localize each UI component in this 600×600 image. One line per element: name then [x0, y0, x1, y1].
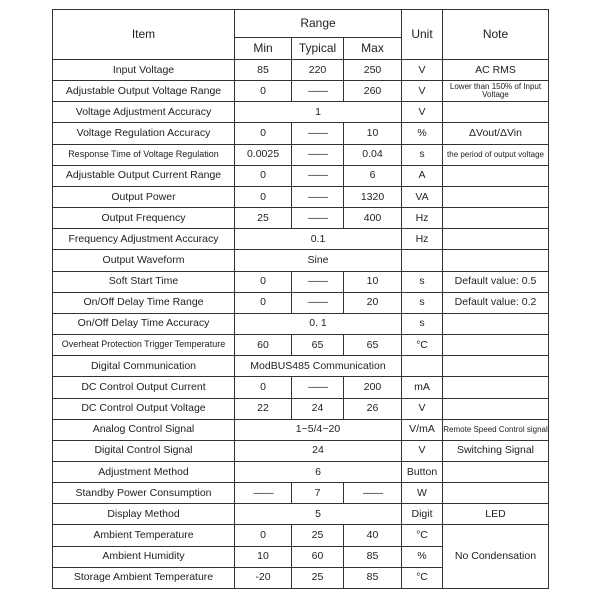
cell-min: 0 [235, 123, 292, 144]
table-row [53, 377, 549, 398]
cell-max: 26 [344, 398, 402, 419]
cell-unit: °C [402, 525, 443, 546]
cell-unit: s [402, 271, 443, 292]
cell-unit: Digit [402, 504, 443, 525]
cell-range-merged: 1~5/4~20 [235, 419, 402, 440]
cell-typical: 60 [292, 546, 344, 567]
cell-note [443, 208, 549, 229]
cell-typical: 25 [292, 525, 344, 546]
cell-unit: Hz [402, 229, 443, 250]
cell-max: 10 [344, 271, 402, 292]
cell-min: 0 [235, 186, 292, 207]
cell-range-merged: ModBUS485 Communication [235, 356, 402, 377]
cell-typical: —— [292, 81, 344, 102]
cell-min: 0 [235, 292, 292, 313]
cell-typical: 65 [292, 335, 344, 356]
cell-unit: mA [402, 377, 443, 398]
cell-item: Output Frequency [53, 208, 235, 229]
cell-unit: % [402, 546, 443, 567]
table-row [53, 208, 549, 229]
cell-typical: 220 [292, 60, 344, 81]
table-row [53, 313, 549, 334]
header-range: Range [235, 10, 402, 38]
cell-unit: s [402, 144, 443, 165]
cell-note: AC RMS [443, 60, 549, 81]
table-row [53, 461, 549, 482]
table-row [53, 271, 549, 292]
cell-item: Adjustment Method [53, 461, 235, 482]
cell-range-merged: 6 [235, 461, 402, 482]
cell-note [443, 313, 549, 334]
cell-note: the period of output voltage [443, 144, 549, 165]
table-row [53, 81, 549, 102]
table-row [53, 292, 549, 313]
cell-note: Remote Speed Control signal [443, 419, 549, 440]
table-row [53, 419, 549, 440]
cell-max: 6 [344, 165, 402, 186]
table-row [53, 335, 549, 356]
cell-note: Default value: 0.2 [443, 292, 549, 313]
cell-range-merged: 1 [235, 102, 402, 123]
cell-item: On/Off Delay Time Range [53, 292, 235, 313]
cell-note [443, 102, 549, 123]
cell-note [443, 250, 549, 271]
table-row [53, 60, 549, 81]
cell-unit: s [402, 292, 443, 313]
cell-item: Voltage Regulation Accuracy [53, 123, 235, 144]
header-item: Item [53, 10, 235, 60]
cell-max: 85 [344, 567, 402, 588]
cell-item: Frequency Adjustment Accuracy [53, 229, 235, 250]
cell-typical: —— [292, 292, 344, 313]
cell-max: 1320 [344, 186, 402, 207]
cell-range-merged: Sine [235, 250, 402, 271]
cell-unit: V [402, 60, 443, 81]
cell-unit: V/mA [402, 419, 443, 440]
cell-item: Input Voltage [53, 60, 235, 81]
cell-note [443, 483, 549, 504]
table-row [53, 504, 549, 525]
cell-unit: W [402, 483, 443, 504]
spec-table [52, 9, 549, 589]
header-note: Note [443, 10, 549, 60]
cell-item: Output Power [53, 186, 235, 207]
cell-note: Switching Signal [443, 440, 549, 461]
cell-typical: —— [292, 144, 344, 165]
cell-typical: —— [292, 123, 344, 144]
cell-min: 60 [235, 335, 292, 356]
cell-min: 85 [235, 60, 292, 81]
cell-note [443, 356, 549, 377]
table-row [53, 483, 549, 504]
cell-range-merged: 0.1 [235, 229, 402, 250]
cell-item: Ambient Temperature [53, 525, 235, 546]
cell-item: Storage Ambient Temperature [53, 567, 235, 588]
cell-min: 0.0025 [235, 144, 292, 165]
cell-max: 65 [344, 335, 402, 356]
cell-item: Output Waveform [53, 250, 235, 271]
cell-unit: VA [402, 186, 443, 207]
cell-unit: A [402, 165, 443, 186]
cell-note [443, 165, 549, 186]
cell-item: Analog Control Signal [53, 419, 235, 440]
cell-item: Ambient Humidity [53, 546, 235, 567]
table-row [53, 525, 549, 546]
cell-note [443, 461, 549, 482]
cell-typical: —— [292, 165, 344, 186]
cell-unit: Button [402, 461, 443, 482]
table-row [53, 165, 549, 186]
cell-unit: % [402, 123, 443, 144]
cell-item: Soft Start Time [53, 271, 235, 292]
cell-typical: 24 [292, 398, 344, 419]
cell-min: —— [235, 483, 292, 504]
cell-note [443, 377, 549, 398]
cell-item: Response Time of Voltage Regulation [53, 144, 235, 165]
cell-unit: V [402, 398, 443, 419]
cell-max: 200 [344, 377, 402, 398]
cell-typical: 7 [292, 483, 344, 504]
cell-min: 0 [235, 165, 292, 186]
cell-item: DC Control Output Current [53, 377, 235, 398]
cell-item: Digital Communication [53, 356, 235, 377]
cell-item: Standby Power Consumption [53, 483, 235, 504]
cell-note: Lower than 150% of Input Voltage [443, 81, 549, 102]
cell-item: Overheat Protection Trigger Temperature [53, 335, 235, 356]
cell-range-merged: 24 [235, 440, 402, 461]
cell-max: 250 [344, 60, 402, 81]
cell-typical: 25 [292, 567, 344, 588]
table-row [53, 440, 549, 461]
cell-range-merged: 0. 1 [235, 313, 402, 334]
cell-item: Display Method [53, 504, 235, 525]
cell-unit [402, 250, 443, 271]
header-typical: Typical [292, 38, 344, 60]
cell-item: DC Control Output Voltage [53, 398, 235, 419]
cell-note [443, 186, 549, 207]
cell-max: 40 [344, 525, 402, 546]
cell-max: 400 [344, 208, 402, 229]
table-row [53, 102, 549, 123]
table-row [53, 398, 549, 419]
cell-max: 20 [344, 292, 402, 313]
cell-unit: °C [402, 567, 443, 588]
cell-item: Voltage Adjustment Accuracy [53, 102, 235, 123]
cell-unit [402, 356, 443, 377]
cell-note: No Condensation [443, 525, 549, 588]
table-row [53, 250, 549, 271]
cell-min: 0 [235, 81, 292, 102]
cell-unit: V [402, 81, 443, 102]
cell-max: 85 [344, 546, 402, 567]
cell-typical: —— [292, 186, 344, 207]
table-row [53, 186, 549, 207]
cell-typical: —— [292, 377, 344, 398]
cell-typical: —— [292, 208, 344, 229]
cell-item: Adjustable Output Voltage Range [53, 81, 235, 102]
spec-table-container [52, 9, 548, 589]
cell-item: Digital Control Signal [53, 440, 235, 461]
cell-note: Default value: 0.5 [443, 271, 549, 292]
cell-min: 0 [235, 271, 292, 292]
header-max: Max [344, 38, 402, 60]
table-row [53, 144, 549, 165]
cell-note [443, 335, 549, 356]
cell-min: 0 [235, 525, 292, 546]
cell-range-merged: 5 [235, 504, 402, 525]
cell-max: 0.04 [344, 144, 402, 165]
cell-note [443, 229, 549, 250]
cell-unit: V [402, 440, 443, 461]
cell-min: 10 [235, 546, 292, 567]
header-min: Min [235, 38, 292, 60]
cell-item: Adjustable Output Current Range [53, 165, 235, 186]
cell-unit: V [402, 102, 443, 123]
cell-max: 260 [344, 81, 402, 102]
cell-unit: °C [402, 335, 443, 356]
cell-min: 22 [235, 398, 292, 419]
cell-unit: Hz [402, 208, 443, 229]
cell-max: —— [344, 483, 402, 504]
cell-item: On/Off Delay Time Accuracy [53, 313, 235, 334]
cell-min: 0 [235, 377, 292, 398]
table-row [53, 123, 549, 144]
cell-min: 25 [235, 208, 292, 229]
cell-note [443, 398, 549, 419]
cell-min: -20 [235, 567, 292, 588]
cell-unit: s [402, 313, 443, 334]
cell-typical: —— [292, 271, 344, 292]
table-row [53, 356, 549, 377]
cell-note: ΔVout/ΔVin [443, 123, 549, 144]
cell-note: LED [443, 504, 549, 525]
header-unit: Unit [402, 10, 443, 60]
cell-max: 10 [344, 123, 402, 144]
table-row [53, 229, 549, 250]
